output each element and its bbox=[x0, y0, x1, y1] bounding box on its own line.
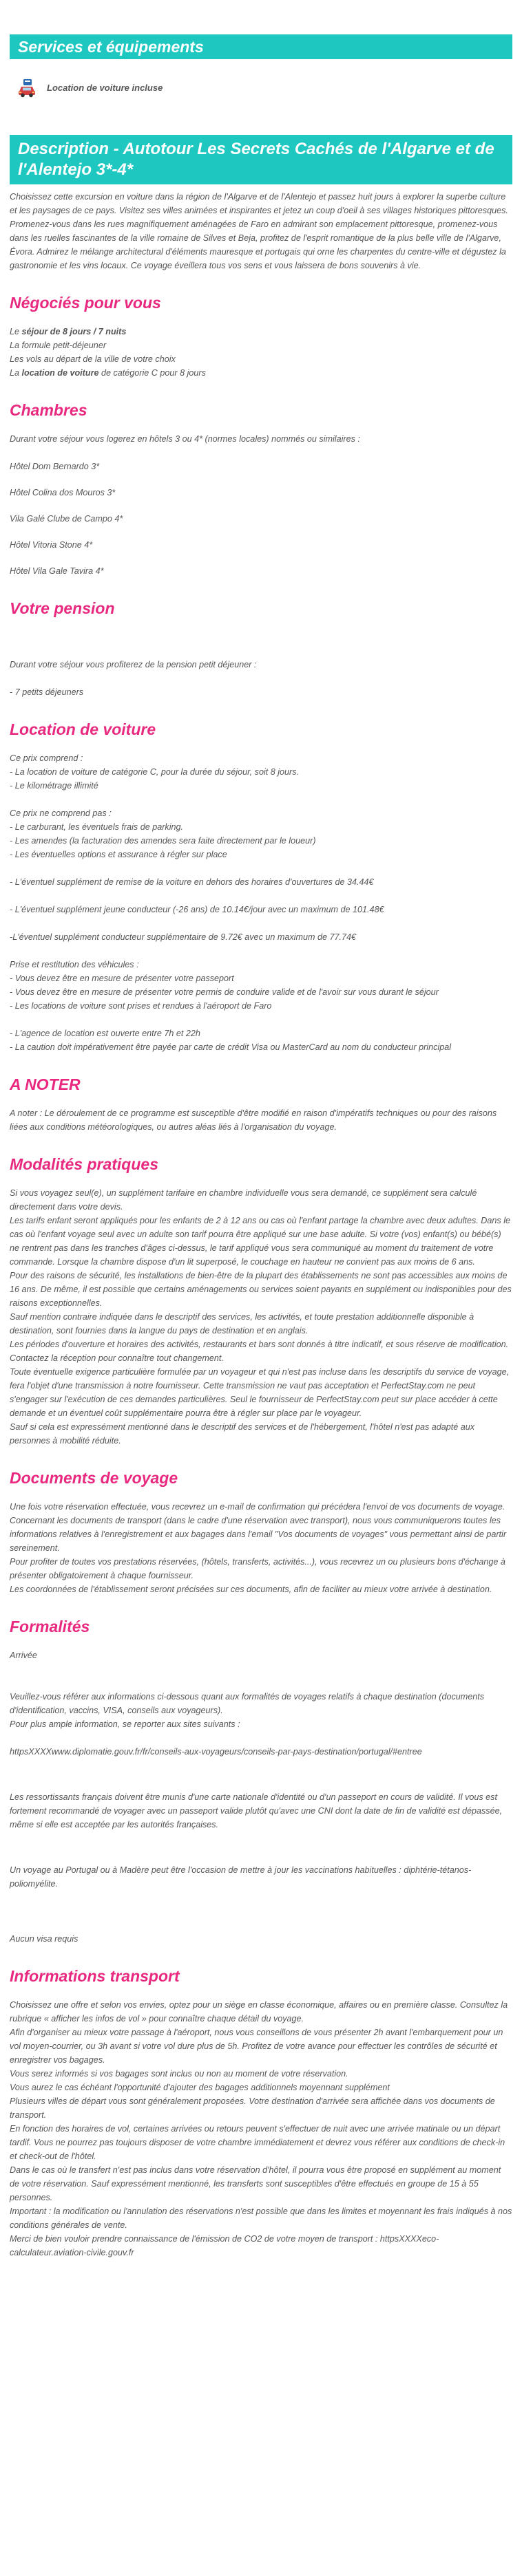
location-agency bbox=[10, 1027, 512, 1054]
hotel-item: Hôtel Vila Gale Tavira 4* bbox=[10, 566, 104, 576]
location-line: - La caution doit impérativement être payée par carte de crédit Visa ou MasterCard au nom du conducteur principal bbox=[10, 1042, 451, 1052]
location-supplement-3: -L'éventuel supplément conducteur supplémentaire de 9.72€ avec un maximum de 77.74€ bbox=[10, 932, 356, 942]
modalites-text: Si vous voyagez seul(e), un supplément tarifaire en chambre individuelle vous sera demandé, ce supplément sera calculé directement dans votre devis. Les tarifs enfant seront appliqués pour les enfants de 2 à 12 ans ou cas où l'enfant partage la chambre avec deux adultes. Dans le cas où l'enfant voyage seul avec un adulte son tarif pourra être appliqué sur une base adulte. Si votre (vos) enfant(s) ou bébé(s) ne rentrent pas dans les tranches d'âges ci-dessus, le tarif appliqué vous sera communiqué au moment du traitement de votre commande. Lorsque la chambre dispose d'un lit superposé, le couchage en hauteur ne convient pas aux moins de 6 ans. Pour des raisons de sécurité, les installations de bien-être de la plupart des établissements ne sont pas accessibles aux moins de 16 ans. De même, il est possible que certains aménagements ou services soient payants en supplément ou indisponibles pour des raisons exceptionnelles. Sauf mention contraire indiquée dans le descriptif des services, les activités, et toute prestation additionnelle disponible à destination, sont fournies dans la langue du pays de destination et en anglais. Les périodes d'ouverture et horaires des activités, restaurants et bars sont donnés à titre indicatif, et sous réserve de modification. Contactez la réception pour connaître tout changement. Toute éventuelle exigence particulière formulée par un voyageur et qui n'est pas incluse dans les descriptifs du service de voyage, fera l'objet d'une transmission à notre fournisseur. Cette transmission ne vaut pas acceptation et PerfectStay.com ne peut s'engager sur l'exécution de ces demandes particulières. Seul le fournisseur de PerfectStay.com peut sur place accéder à cette demande et un éventuel coût supplémentaire pourra être à régler sur place par le voyageur. Sauf si cela est expressément mentionné dans le descriptif des services et de l'hébergement, l'hôtel n'est pas adapté aux personnes à mobilité réduite. bbox=[10, 1188, 512, 1446]
location-line: - Le kilométrage illimité bbox=[10, 781, 98, 791]
location-line: - Les locations de voiture sont prises et rendues à l'aéroport de Faro bbox=[10, 1001, 272, 1011]
negocies-heading: Négociés pour vous bbox=[10, 294, 161, 312]
noter-text: A noter : Le déroulement de ce programme est susceptible d'être modifié en raison d'impératifs techniques ou pour des raisons liées aux conditions météorologiques, ou autres aléas liés à l'organisation du voyage. bbox=[10, 1108, 497, 1132]
transport-text: Choisissez une offre et selon vos envies, optez pour un siège en classe économique, affaires ou en première classe. Consultez la rubrique « afficher les infos de vol » pour connaître chaque détail du voyage. Afin d'organiser au mieux votre passage à l'aéroport, nous vous conseillons de vous présenter 2h avant l'embarquement pour un vol moyen-courrier, ou 3h avant si votre vol dure plus de 5h. Profitez de votre avance pour effectuer les contrôles de sécurité et enregistrer vos bagages. Vous serez informés si vos bagages sont inclus ou non au moment de votre réservation. Vous aurez le cas échéant l'opportunité d'ajouter des bagages additionnels moyennant supplément Plusieurs villes de départ vous sont généralement proposées. Votre destination d'arrivée sera affichée dans vos documents de transport. En fonction des horaires de vol, certaines arrivées ou retours peuvent s'effectuer de nuit avec une arrivée matinale ou un départ tardif. Vous ne pourrez pas toujours disposer de votre chambre immédiatement et devrez vous référer aux conditions de check-in et check-out de l'hôtel. Dans le cas où le transfert n'est pas inclus dans votre réservation d'hôtel, il pourra vous être proposé en supplément au moment de votre réservation. Sauf expressément mentionné, les transferts sont susceptibles d'être effectués en groupe de 15 à 55 personnes. Important : la modification ou l'annulation des réservations n'est possible que dans les limites et moyennant les frais indiqués à nos conditions générales de vente. Merci de bien vouloir prendre connaissance de l'émission de CO2 de votre moyen de transport : httpsXXXXeco-calculateur.aviation-civile.gouv.fr bbox=[10, 2000, 512, 2257]
equipment-row bbox=[0, 59, 522, 107]
negocies-line-4: La location de voiture de catégorie C pour 8 jours bbox=[10, 368, 206, 378]
location-includes bbox=[10, 751, 512, 793]
pension-heading: Votre pension bbox=[10, 599, 115, 617]
description-banner: Description - Autotour Les Secrets Cachés de l'Algarve et de l'Alentejo 3*-4* bbox=[10, 135, 512, 184]
location-line: Prise et restitution des véhicules : bbox=[10, 960, 139, 969]
hotel-item: Vila Galé Clube de Campo 4* bbox=[10, 514, 123, 524]
formalites-vaccins: Un voyage au Portugal ou à Madère peut être l'occasion de mettre à jour les vaccinations habituelles : diphtérie-tétanos-poliomyélite. bbox=[10, 1865, 472, 1889]
hotel-item: Hôtel Dom Bernardo 3* bbox=[10, 462, 100, 471]
location-line: Ce prix comprend : bbox=[10, 753, 83, 763]
modalites-heading: Modalités pratiques bbox=[10, 1155, 158, 1173]
location-line: - Le carburant, les éventuels frais de parking. bbox=[10, 822, 184, 832]
negocies-line-3: Les vols au départ de la ville de votre choix bbox=[10, 354, 176, 364]
location-pickup bbox=[10, 958, 512, 1013]
formalites-link[interactable]: httpsXXXXwww.diplomatie.gouv.fr/fr/conseils-aux-voyageurs/conseils-par-pays-destination/portugal/#entree bbox=[10, 1747, 422, 1757]
car-rental-icon bbox=[17, 78, 37, 98]
chambres-heading: Chambres bbox=[10, 401, 87, 419]
negocies-line-2: La formule petit-déjeuner bbox=[10, 341, 107, 350]
documents-heading: Documents de voyage bbox=[10, 1469, 178, 1487]
location-line: - Les éventuelles options et assurance à régler sur place bbox=[10, 850, 227, 859]
documents-text: Une fois votre réservation effectuée, vous recevrez un e-mail de confirmation qui précédera l'envoi de vos documents de voyage. Concernant les documents de transport (dans le cadre d'une réservation avec transport), nous vous communiquerons toutes les informations relatives à l'enregistrement et aux bagages dans l'email "Vos documents de voyages" vous permettant ainsi de partir sereinement. Pour profiter de toutes vos prestations réservées, (hôtels, transferts, activités...), vous recevrez un ou plusieurs bons d'échange à présenter obligatoirement à chaque fournisseur. Les coordonnées de l'établissement seront précisées sur ces documents, afin de faciliter au mieux votre arrivée à destination. bbox=[10, 1502, 507, 1594]
location-line: - Les amendes (la facturation des amendes sera faite directement par le loueur) bbox=[10, 836, 316, 846]
formalites-identity: Les ressortissants français doivent être munis d'une carte nationale d'identité ou d'un passeport en cours de validité. Il vous est fortement recommandé de voyager avec un passeport valide plutôt qu'avec une CNI dont la date de fin de validité est dépassée, même si elle est acceptée par les autorités françaises. bbox=[10, 1792, 503, 1829]
equipment-label: Location de voiture incluse bbox=[47, 83, 163, 93]
location-excludes bbox=[10, 806, 512, 861]
description-text: Choisissez cette excursion en voiture dans la région de l'Algarve et de l'Alentejo et passez huit jours à explorer la superbe culture et les paysages de ce pays. Visitez ses villes animées et inspirantes et jetez un coup d'oeil à ses villages historiques pittoresques. Promenez-vous dans les rues magnifiquement aménagées de Faro en admirant son emplacement pittoresque, promenez-vous dans les ruelles fascinantes de la ville romaine de Silves et Beja, profitez de l'esprit romantique de la plus belle ville de l'Algarve, Évora. Admirez le mélange architectural d'éléments mauresque et portugais qui orne les charpentes du centre-ville et dégustez la gastronomie et les vins locaux. Ce voyage éveillera tous vos sens et vous laissera de bons souvenirs à vie. bbox=[10, 192, 508, 270]
location-line: - La location de voiture de catégorie C, pour la durée du séjour, soit 8 jours. bbox=[10, 767, 300, 777]
hotel-item: Hôtel Colina dos Mouros 3* bbox=[10, 488, 116, 497]
pension-line-2: - 7 petits déjeuners bbox=[10, 687, 84, 697]
location-supplement-1: - L'éventuel supplément de remise de la voiture en dehors des horaires d'ouvertures de 34.44€ bbox=[10, 877, 374, 887]
transport-heading: Informations transport bbox=[10, 1967, 180, 1985]
noter-heading: A NOTER bbox=[10, 1075, 81, 1093]
location-line: Ce prix ne comprend pas : bbox=[10, 808, 112, 818]
content bbox=[0, 190, 522, 2260]
hotel-item: Hôtel Vitoria Stone 4* bbox=[10, 540, 93, 550]
location-line: - L'agence de location est ouverte entre 7h et 22h bbox=[10, 1029, 200, 1038]
location-supplement-2: - L'éventuel supplément jeune conducteur (-26 ans) de 10.14€/jour avec un maximum de 101.48€ bbox=[10, 905, 384, 914]
formalites-visa: Aucun visa requis bbox=[10, 1934, 79, 1944]
pension-line-1: Durant votre séjour vous profiterez de la pension petit déjeuner : bbox=[10, 660, 257, 669]
services-banner: Services et équipements bbox=[10, 34, 512, 59]
negocies-line-1: Le séjour de 8 jours / 7 nuits bbox=[10, 327, 127, 336]
location-line: - Vous devez être en mesure de présenter votre permis de conduire valide et de l'avoir sur vous durant le séjour bbox=[10, 987, 439, 997]
chambres-intro: Durant votre séjour vous logerez en hôtels 3 ou 4* (normes locales) nommés ou similaires : bbox=[10, 434, 360, 444]
formalites-heading: Formalités bbox=[10, 1618, 90, 1635]
negocies-list bbox=[10, 325, 512, 380]
location-line: - Vous devez être en mesure de présenter votre passeport bbox=[10, 974, 234, 983]
formalites-arrivee: Arrivée bbox=[10, 1651, 37, 1660]
location-heading: Location de voiture bbox=[10, 720, 156, 738]
formalites-info: Veuillez-vous référer aux informations ci-dessous quant aux formalités de voyages relatifs à chaque destination (documents d'identification, vaccins, VISA, conseils aux voyageurs). Pour plus ample information, se reporter aux sites suivants : bbox=[10, 1692, 485, 1729]
